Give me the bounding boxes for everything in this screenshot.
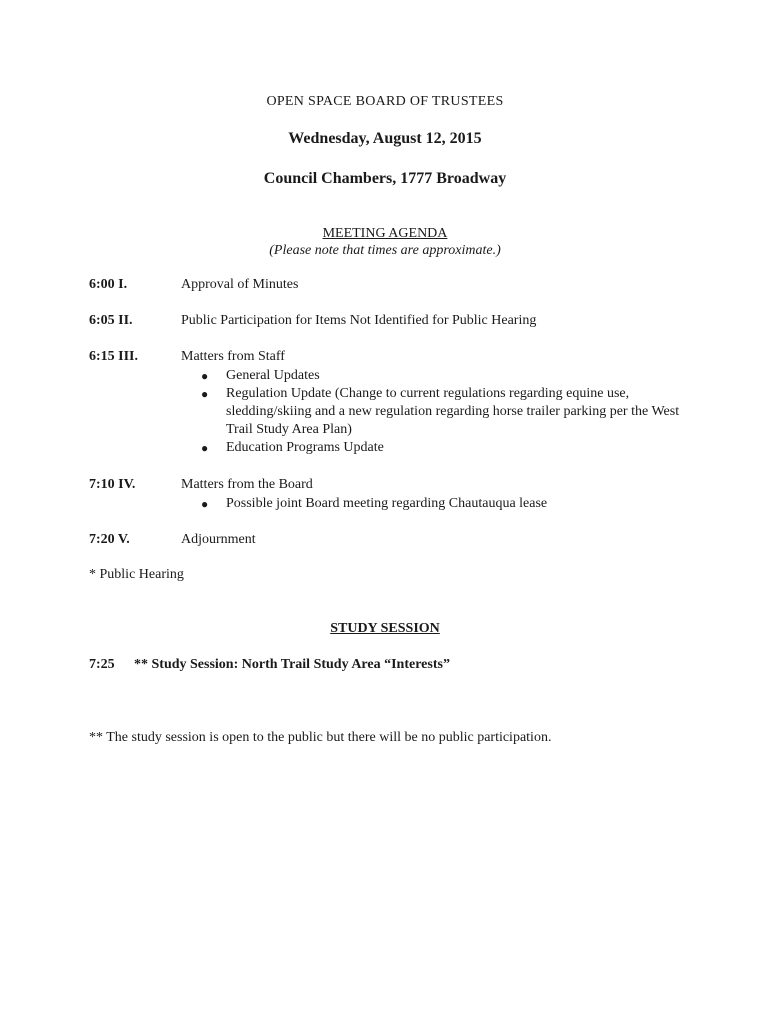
item-time: 6:00 I. [89,277,128,292]
study-session-heading: STUDY SESSION [330,621,440,636]
bullet-item [201,367,691,385]
bullet-item [201,439,691,457]
item-title: Approval of Minutes [181,277,299,292]
meeting-venue: Council Chambers, 1777 Broadway [263,170,507,187]
bullet-text: Possible joint Board meeting regarding Chautauqua lease [226,496,548,511]
meeting-date: Wednesday, August 12, 2015 [288,130,482,147]
item-time: 7:10 IV. [89,477,136,492]
study-session-time: 7:25 [89,657,115,672]
agenda-heading: MEETING AGENDA [322,226,448,241]
item-title: Adjournment [181,532,256,547]
item-time: 6:05 II. [89,313,133,328]
item-title: Matters from the Board [181,477,313,492]
item-time: 6:15 III. [89,349,139,364]
bullet-dot-icon: ● [201,369,209,383]
study-session-note: ** The study session is open to the public but there will be no public participation. [89,730,552,745]
bullet-dot-icon: ● [201,497,209,511]
bullet-text: Regulation Update (Change to current regulations regarding equine use, sledding/skiing and a new regulation regarding horse trailer parking per the West Trail Study Area Plan) [226,386,680,437]
item-time: 7:20 V. [89,532,130,547]
bullet-item [201,385,691,439]
bullet-text: Education Programs Update [226,440,384,455]
org-title: OPEN SPACE BOARD OF TRUSTEES [266,94,504,109]
bullet-dot-icon: ● [201,387,209,401]
bullet-item [201,495,691,513]
item-bullets [201,495,691,513]
agenda-note: (Please note that times are approximate.) [269,243,501,258]
item-bullets [201,367,691,457]
item-title: Public Participation for Items Not Identified for Public Hearing [181,313,537,328]
bullet-dot-icon: ● [201,441,209,455]
bullet-text: General Updates [226,368,320,383]
public-hearing-note: * Public Hearing [89,567,184,582]
study-session-title: ** Study Session: North Trail Study Area “Interests” [134,657,450,672]
item-title: Matters from Staff [181,349,285,364]
